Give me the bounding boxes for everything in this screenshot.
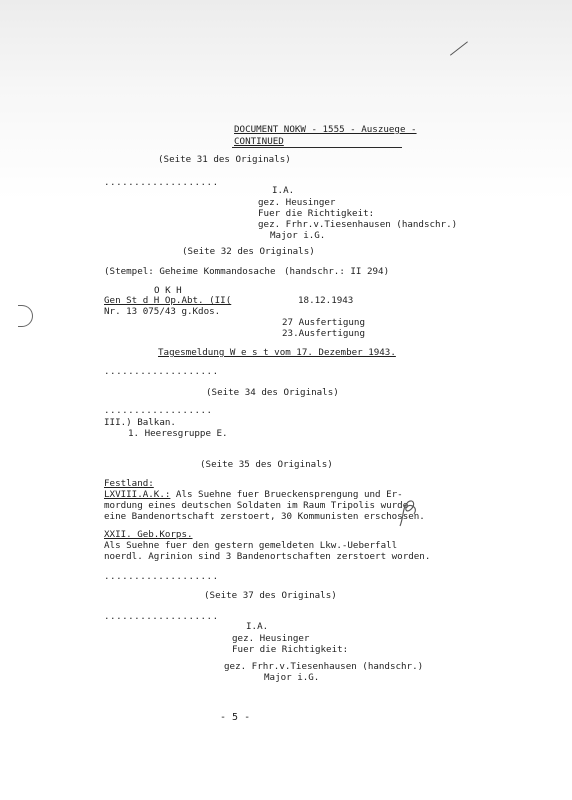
- omission-dots: ...................: [104, 366, 219, 377]
- signature-name: gez. Heusinger: [232, 633, 310, 644]
- signature-ia: I.A.: [272, 185, 295, 196]
- signature-rank: Major i.G.: [270, 230, 326, 241]
- festland-heading: Festland:: [104, 478, 154, 489]
- page-reference-37: (Seite 37 des Originals): [204, 590, 337, 601]
- corps-lxviii-paragraph: [104, 490, 403, 499]
- omission-dots: ...................: [104, 177, 219, 188]
- correctness-note: Fuer die Richtigkeit:: [258, 208, 375, 219]
- okh-date: 18.12.1943: [298, 295, 354, 306]
- document-header-line2: CONTINUED: [234, 136, 284, 147]
- paragraph-line: mordung eines deutschen Soldaten im Raum Tripolis wurde: [104, 500, 409, 511]
- signature-ia: I.A.: [246, 621, 269, 632]
- omission-dots: ...................: [104, 571, 219, 582]
- document-header-line1: DOCUMENT NOKW - 1555 - Auszuege -: [234, 124, 417, 135]
- correctness-note: Fuer die Richtigkeit:: [232, 644, 349, 655]
- omission-dots: ..................: [104, 405, 213, 416]
- header-rule: [232, 147, 402, 148]
- stamp-text: (Stempel: Geheime Kommandosache: [104, 266, 276, 277]
- okh-file-number: Nr. 13 075/43 g.Kdos.: [104, 306, 221, 317]
- certifier-signature: gez. Frhr.v.Tiesenhausen (handschr.): [258, 219, 458, 230]
- page-reference-34: (Seite 34 des Originals): [206, 387, 339, 398]
- page-reference-32: (Seite 32 des Originals): [182, 246, 315, 257]
- corps-xxii-label: XXII. Geb.Korps.: [104, 529, 193, 540]
- report-title: Tagesmeldung W e s t vom 17. Dezember 1943.: [158, 347, 396, 358]
- copy-number-2: 23.Ausfertigung: [282, 328, 365, 339]
- certifier-signature: gez. Frhr.v.Tiesenhausen (handschr.): [224, 661, 424, 672]
- page-number: - 5 -: [220, 712, 251, 723]
- punch-hole-mark: [18, 305, 33, 327]
- copy-number-1: 27 Ausfertigung: [282, 317, 365, 328]
- handwritten-mark: [396, 496, 420, 528]
- page-reference-31: (Seite 31 des Originals): [158, 154, 291, 165]
- okh-department: Gen St d H Op.Abt. (II(: [104, 295, 232, 306]
- page-reference-35: (Seite 35 des Originals): [200, 459, 333, 470]
- handwritten-number: (handschr.: II 294): [284, 266, 390, 277]
- paragraph-line: Als Suehne fuer Brueckensprengung und Er-: [170, 489, 403, 500]
- corps-lxviii-label: LXVIII.A.K.:: [104, 489, 171, 500]
- pen-mark: [450, 41, 468, 55]
- okh-title: O K H: [154, 285, 182, 296]
- omission-dots: ...................: [104, 611, 219, 622]
- paragraph-line: noerdl. Agrinion sind 3 Bandenortschaften zerstoert worden.: [104, 551, 431, 562]
- balkan-heading: III.) Balkan.: [104, 417, 176, 428]
- paragraph-line: Als Suehne fuer den gestern gemeldeten Lkw.-Ueberfall: [104, 540, 398, 551]
- signature-name: gez. Heusinger: [258, 197, 336, 208]
- army-group-e: 1. Heeresgruppe E.: [128, 428, 228, 439]
- signature-rank: Major i.G.: [264, 672, 320, 683]
- paragraph-line: eine Bandenortschaft zerstoert, 30 Kommunisten erschossen.: [104, 511, 425, 522]
